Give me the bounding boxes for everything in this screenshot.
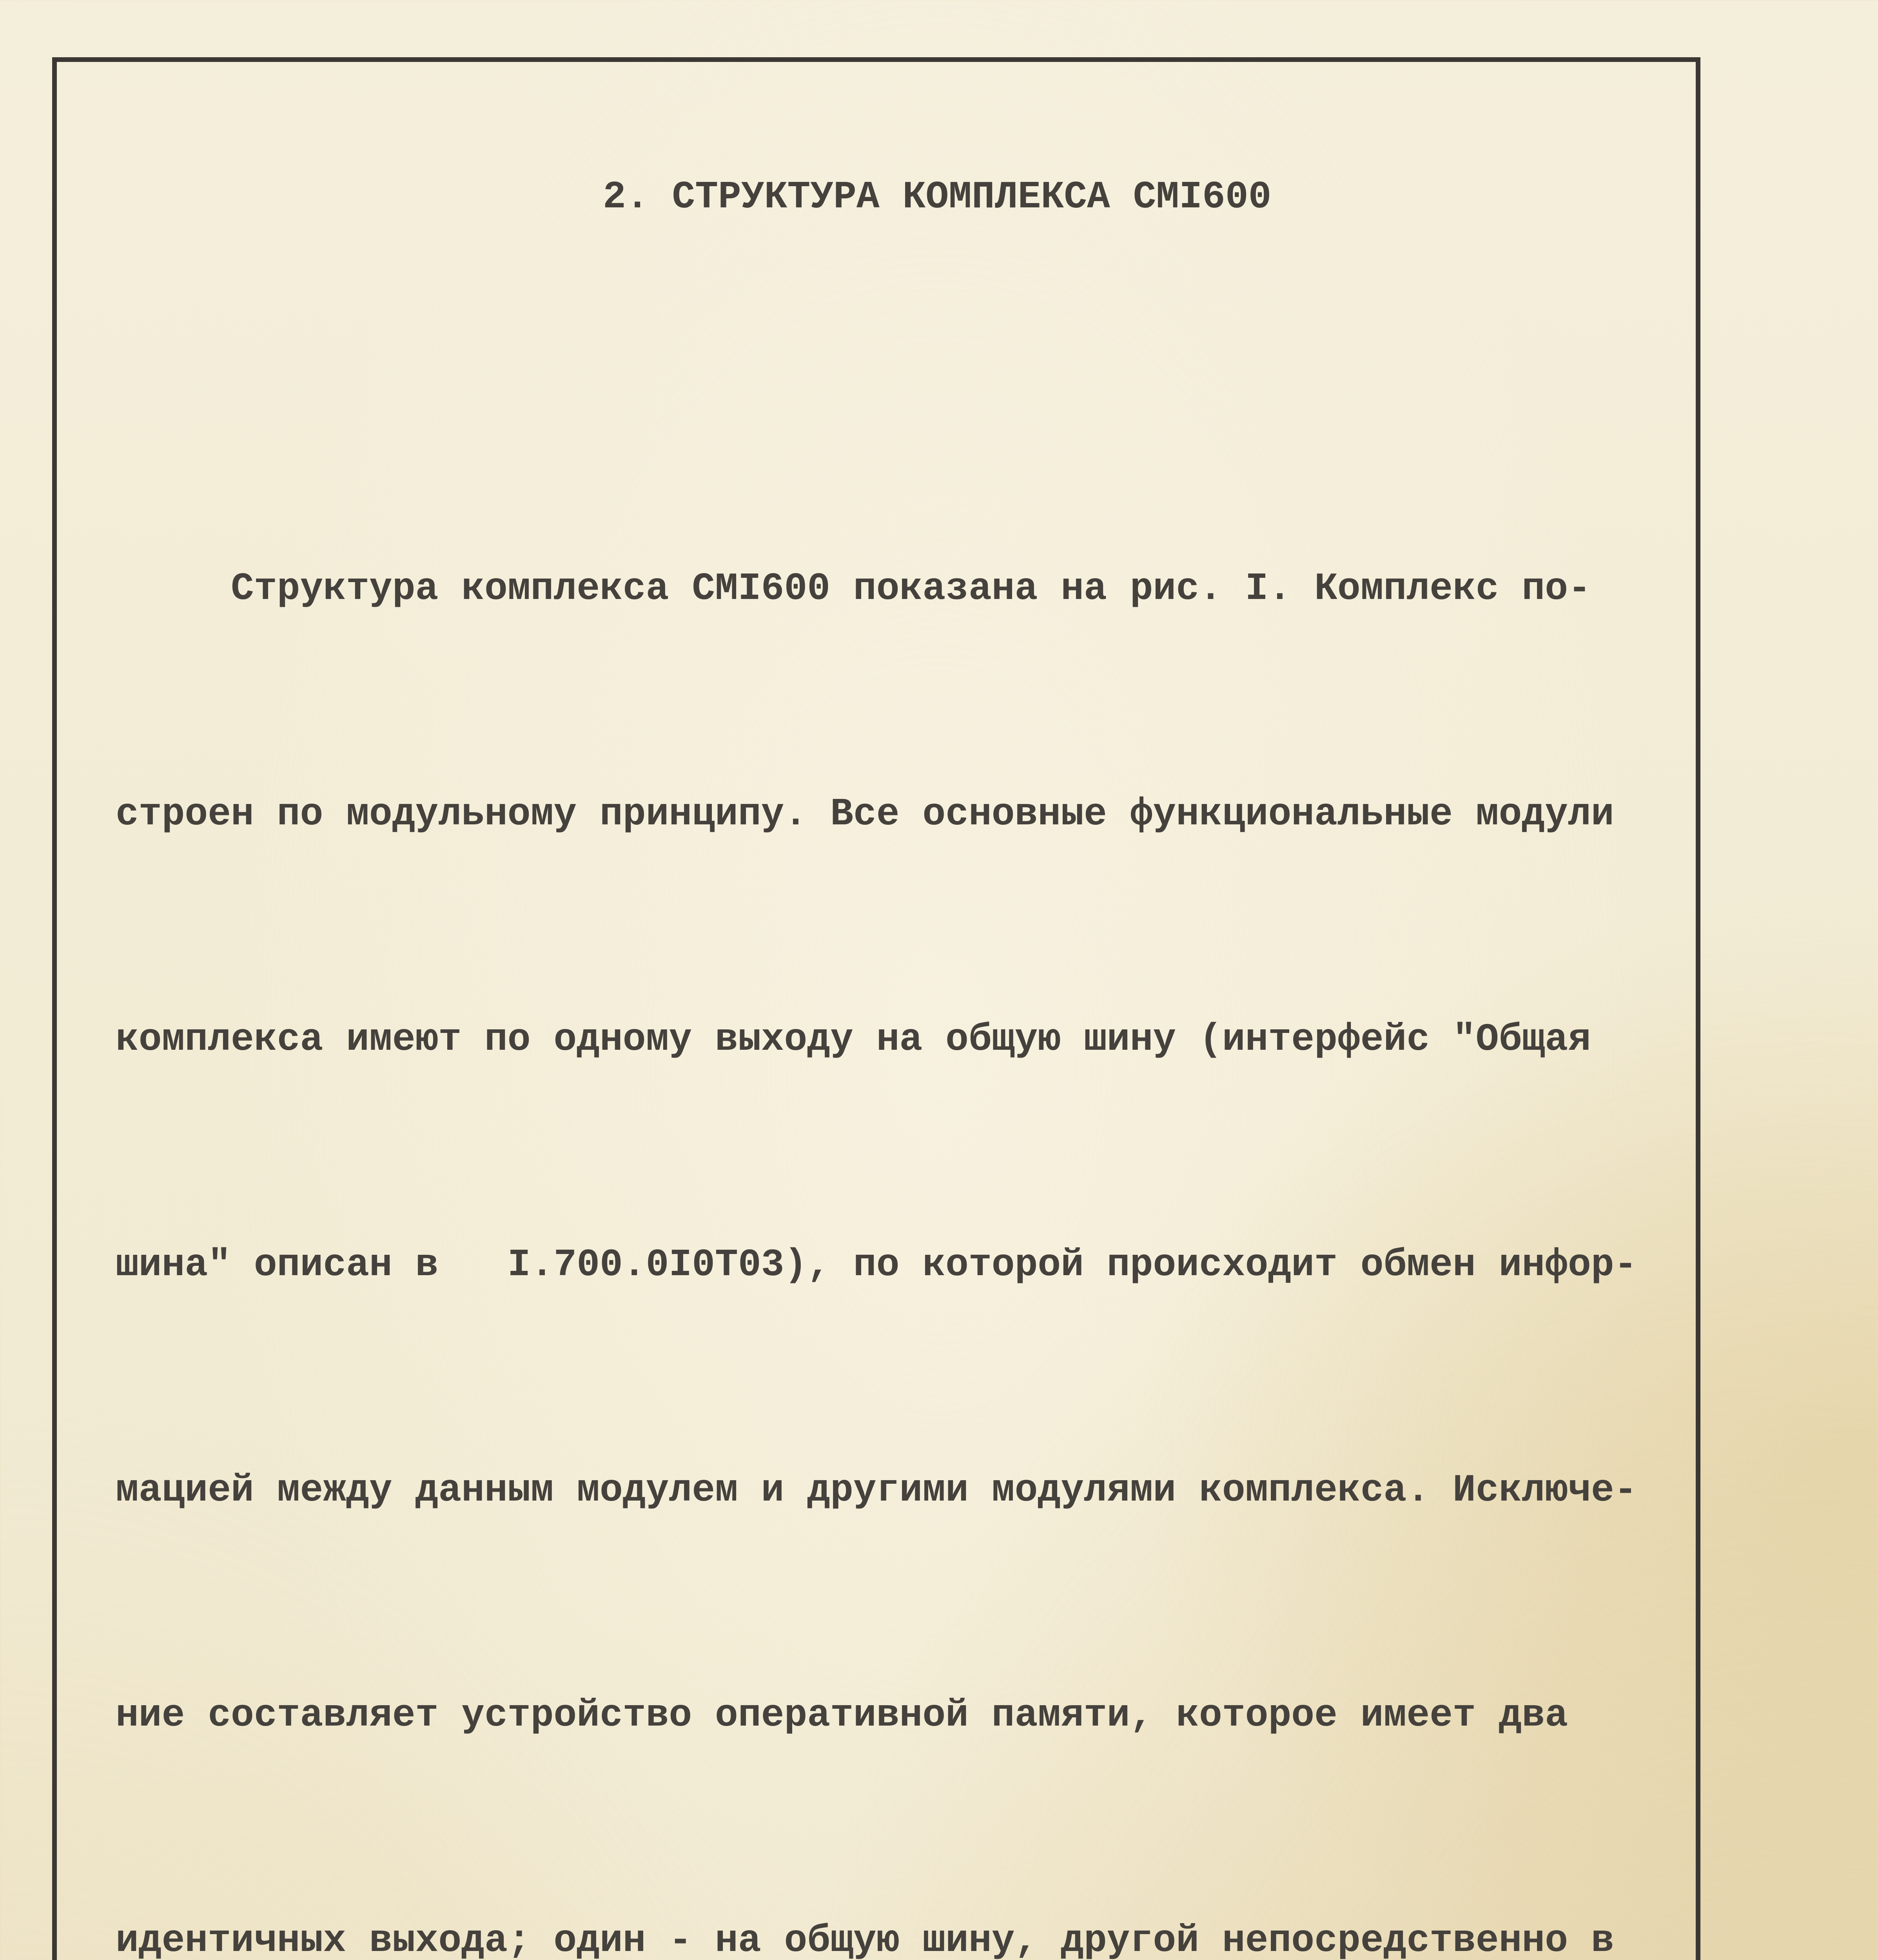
text-line: ние составляет устройство оперативной памяти, которое имеет два bbox=[116, 1694, 1568, 1738]
document-body bbox=[116, 251, 1660, 1960]
text-line: строен по модульному принципу. Все основные функциональные модули bbox=[116, 793, 1614, 837]
text-line: шина" описан в I.700.0I0Т03), по которой происходит обмен инфор- bbox=[116, 1243, 1637, 1287]
text-line: Структура комплекса СМI600 показана на рис. I. Комплекс по- bbox=[231, 567, 1591, 611]
section-title: 2. СТРУКТУРА КОМПЛЕКСА СМI600 bbox=[603, 176, 1272, 219]
text-line: комплекса имеют по одному выходу на общую шину (интерфейс "Общая bbox=[116, 1018, 1591, 1062]
text-line: мацией между данным модулем и другими модулями комплекса. Исключе- bbox=[116, 1468, 1637, 1512]
paragraph bbox=[116, 401, 1660, 1960]
text-line: идентичных выхода; один - на общую шину, другой непосредственно в bbox=[116, 1919, 1614, 1960]
